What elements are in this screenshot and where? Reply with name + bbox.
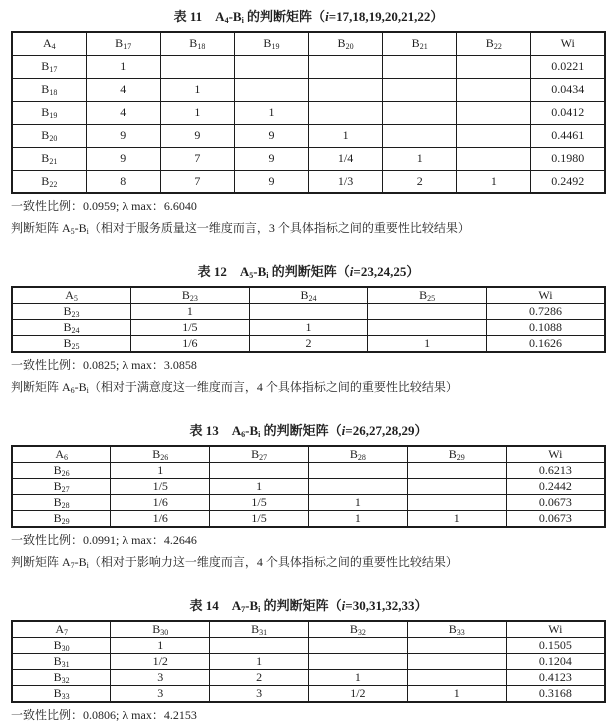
matrix-cell: 1: [308, 511, 407, 528]
matrix-cell: 1: [308, 495, 407, 511]
corner-header: $A_4$: [12, 32, 86, 55]
matrix-cell: [457, 101, 531, 124]
matrix-row: [12, 147, 605, 170]
matrix-cell: [457, 78, 531, 101]
weight-column-header: Wi: [531, 32, 605, 55]
row-header: $B_{32}$: [12, 670, 111, 686]
corner-header: $A_6$: [12, 446, 111, 463]
weight-cell: 0.1980: [531, 147, 605, 170]
matrix-cell: 1: [160, 101, 234, 124]
matrix-cell: 1/3: [309, 170, 383, 193]
row-header: $B_{26}$: [12, 463, 111, 479]
weight-cell: 0.6213: [506, 463, 605, 479]
matrix-cell: [309, 101, 383, 124]
row-header: $B_{20}$: [12, 124, 86, 147]
matrix-row: [12, 654, 605, 670]
row-header: $B_{19}$: [12, 101, 86, 124]
header-row: [12, 32, 605, 55]
row-header: $B_{29}$: [12, 511, 111, 528]
matrix-cell: 1: [249, 320, 368, 336]
matrix-row: [12, 495, 605, 511]
row-header: $B_{22}$: [12, 170, 86, 193]
column-header: $B_{24}$: [249, 287, 368, 304]
matrix-cell: 3: [210, 686, 309, 703]
weight-cell: 0.0673: [506, 495, 605, 511]
matrix-cell: [383, 78, 457, 101]
matrix-cell: [210, 638, 309, 654]
matrix-row: [12, 320, 605, 336]
matrix-section-table-13: [11, 422, 606, 572]
matrix-cell: 7: [160, 170, 234, 193]
matrix-cell: 1/6: [131, 336, 250, 353]
matrix-cell: 9: [160, 124, 234, 147]
matrix-cell: [407, 654, 506, 670]
row-header: $B_{28}$: [12, 495, 111, 511]
matrix-cell: [308, 479, 407, 495]
table-number: 表 11: [173, 9, 203, 24]
matrix-cell: [234, 78, 308, 101]
column-header: $B_{26}$: [111, 446, 210, 463]
matrix-cell: [308, 654, 407, 670]
matrix-row: [12, 638, 605, 654]
matrix-cell: [383, 101, 457, 124]
header-row: [12, 446, 605, 463]
matrix-cell: [407, 479, 506, 495]
consistency-ratio-line: 一致性比例：0.0991; λ max：4.2646: [11, 533, 197, 547]
matrix-cell: 1: [234, 101, 308, 124]
column-header: $B_{33}$: [407, 621, 506, 638]
matrix-cell: 1/4: [309, 147, 383, 170]
matrix-row: [12, 55, 605, 78]
column-header: $B_{18}$: [160, 32, 234, 55]
matrix-cell: 9: [86, 147, 160, 170]
row-header: $B_{24}$: [12, 320, 131, 336]
weight-cell: 0.4461: [531, 124, 605, 147]
matrix-cell: 3: [111, 686, 210, 703]
matrix-cell: [160, 55, 234, 78]
matrix-cell: 1: [111, 638, 210, 654]
matrix-cell: [368, 304, 487, 320]
matrix-cell: [407, 495, 506, 511]
matrix-cell: 1: [111, 463, 210, 479]
row-header: $B_{33}$: [12, 686, 111, 703]
judgment-matrix-table: [11, 620, 606, 703]
matrix-cell: 1/2: [111, 654, 210, 670]
matrix-row: [12, 101, 605, 124]
matrix-cell: 1: [210, 479, 309, 495]
weight-cell: 0.2492: [531, 170, 605, 193]
matrix-section-table-14: [11, 597, 606, 725]
judgment-matrix-table: [11, 31, 606, 194]
table-title: [11, 597, 606, 615]
weight-column-header: Wi: [486, 287, 605, 304]
weight-cell: 0.4123: [506, 670, 605, 686]
matrix-cell: 2: [210, 670, 309, 686]
matrix-cell: [457, 124, 531, 147]
matrix-row: [12, 686, 605, 703]
row-header: $B_{18}$: [12, 78, 86, 101]
matrix-cell: [368, 320, 487, 336]
column-header: $B_{20}$: [309, 32, 383, 55]
consistency-ratio-line: 一致性比例：0.0825; λ max：3.0858: [11, 358, 197, 372]
table-title: [11, 8, 606, 26]
matrix-cell: [308, 638, 407, 654]
table-number: 表 12: [197, 264, 227, 279]
consistency-ratio-line: 一致性比例：0.0806; λ max：4.2153: [11, 708, 197, 722]
weight-cell: 0.0434: [531, 78, 605, 101]
matrix-cell: [457, 147, 531, 170]
matrix-cell: 9: [86, 124, 160, 147]
header-row: [12, 287, 605, 304]
weight-cell: 0.0221: [531, 55, 605, 78]
column-header: $B_{23}$: [131, 287, 250, 304]
next-matrix-note: 判断矩阵 $A_5-B_i$（相对于服务质量这一维度而言，3 个具体指标之间的重要性比较结果）: [11, 221, 470, 236]
weight-column-header: Wi: [506, 621, 605, 638]
table-number: 表 13: [189, 423, 219, 438]
matrix-cell: [407, 463, 506, 479]
column-header: $B_{21}$: [383, 32, 457, 55]
matrix-cell: 4: [86, 101, 160, 124]
matrix-cell: 1: [407, 511, 506, 528]
matrix-cell: 1: [308, 670, 407, 686]
matrix-cell: 1: [210, 654, 309, 670]
matrix-cell: [383, 55, 457, 78]
matrix-row: [12, 170, 605, 193]
column-header: $B_{28}$: [308, 446, 407, 463]
column-header: $B_{32}$: [308, 621, 407, 638]
column-header: $B_{22}$: [457, 32, 531, 55]
column-header: $B_{30}$: [111, 621, 210, 638]
row-header: $B_{23}$: [12, 304, 131, 320]
matrix-cell: 1/5: [210, 495, 309, 511]
matrix-cell: 1: [309, 124, 383, 147]
weight-column-header: Wi: [506, 446, 605, 463]
matrix-row: [12, 463, 605, 479]
column-header: $B_{25}$: [368, 287, 487, 304]
matrix-cell: 1: [457, 170, 531, 193]
column-header: $B_{29}$: [407, 446, 506, 463]
column-header: $B_{31}$: [210, 621, 309, 638]
weight-cell: 0.7286: [486, 304, 605, 320]
weight-cell: 0.0673: [506, 511, 605, 528]
matrix-cell: [308, 463, 407, 479]
column-header: $B_{19}$: [234, 32, 308, 55]
matrix-cell: 9: [234, 124, 308, 147]
weight-cell: 0.1204: [506, 654, 605, 670]
matrix-cell: 4: [86, 78, 160, 101]
row-header: $B_{21}$: [12, 147, 86, 170]
matrix-cell: 1/6: [111, 495, 210, 511]
matrix-row: [12, 479, 605, 495]
weight-cell: 0.3168: [506, 686, 605, 703]
table-number: 表 14: [189, 598, 219, 613]
matrix-cell: [234, 55, 308, 78]
table-title-text: $A_7-B_i$ 的判断矩阵（i=30,31,32,33）: [231, 598, 428, 614]
weight-cell: 0.1505: [506, 638, 605, 654]
weight-cell: 0.2442: [506, 479, 605, 495]
matrix-cell: 1: [86, 55, 160, 78]
table-title-text: $A_5-B_i$ 的判断矩阵（i=23,24,25）: [239, 264, 420, 280]
next-matrix-note: 判断矩阵 $A_7-B_i$（相对于影响力这一维度而言，4 个具体指标之间的重要性比较结果）: [11, 555, 458, 570]
table-title-text: $A_6-B_i$ 的判断矩阵（i=26,27,28,29）: [231, 423, 428, 439]
judgment-matrix-table: [11, 445, 606, 528]
matrix-cell: [407, 638, 506, 654]
column-header: $B_{27}$: [210, 446, 309, 463]
column-header: $B_{17}$: [86, 32, 160, 55]
matrix-cell: [407, 670, 506, 686]
judgment-matrix-table: [11, 286, 606, 353]
matrix-cell: 8: [86, 170, 160, 193]
table-title-text: $A_4-B_i$ 的判断矩阵（i=17,18,19,20,21,22）: [215, 9, 444, 25]
matrix-cell: [249, 304, 368, 320]
matrix-cell: [210, 463, 309, 479]
matrix-cell: 1: [407, 686, 506, 703]
matrix-cell: 9: [234, 147, 308, 170]
matrix-row: [12, 670, 605, 686]
matrix-cell: [457, 55, 531, 78]
matrix-cell: 9: [234, 170, 308, 193]
row-header: $B_{25}$: [12, 336, 131, 353]
matrix-row: [12, 78, 605, 101]
table-title: [11, 422, 606, 440]
matrix-cell: 7: [160, 147, 234, 170]
matrix-cell: 1/6: [111, 511, 210, 528]
row-header: $B_{31}$: [12, 654, 111, 670]
row-header: $B_{30}$: [12, 638, 111, 654]
matrix-row: [12, 336, 605, 353]
matrix-cell: 1: [383, 147, 457, 170]
matrix-cell: 1: [131, 304, 250, 320]
matrix-cell: 1/5: [131, 320, 250, 336]
matrix-row: [12, 511, 605, 528]
matrix-row: [12, 304, 605, 320]
table-title: [11, 263, 606, 281]
matrix-cell: 1/2: [308, 686, 407, 703]
next-matrix-note: 判断矩阵 $A_6-B_i$（相对于满意度这一维度而言，4 个具体指标之间的重要性比较结果）: [11, 380, 458, 395]
matrix-cell: 1: [160, 78, 234, 101]
corner-header: $A_5$: [12, 287, 131, 304]
header-row: [12, 621, 605, 638]
weight-cell: 0.1088: [486, 320, 605, 336]
weight-cell: 0.0412: [531, 101, 605, 124]
matrix-cell: 1: [368, 336, 487, 353]
matrix-cell: [309, 55, 383, 78]
matrix-cell: [309, 78, 383, 101]
matrix-cell: 1/5: [111, 479, 210, 495]
corner-header: $A_7$: [12, 621, 111, 638]
matrix-cell: 1/5: [210, 511, 309, 528]
matrix-cell: 2: [249, 336, 368, 353]
matrix-row: [12, 124, 605, 147]
matrix-section-table-12: [11, 263, 606, 397]
matrix-cell: [383, 124, 457, 147]
matrix-section-table-11: [11, 8, 606, 238]
consistency-ratio-line: 一致性比例：0.0959; λ max：6.6040: [11, 199, 197, 213]
matrix-cell: 2: [383, 170, 457, 193]
weight-cell: 0.1626: [486, 336, 605, 353]
row-header: $B_{17}$: [12, 55, 86, 78]
matrix-cell: 3: [111, 670, 210, 686]
row-header: $B_{27}$: [12, 479, 111, 495]
